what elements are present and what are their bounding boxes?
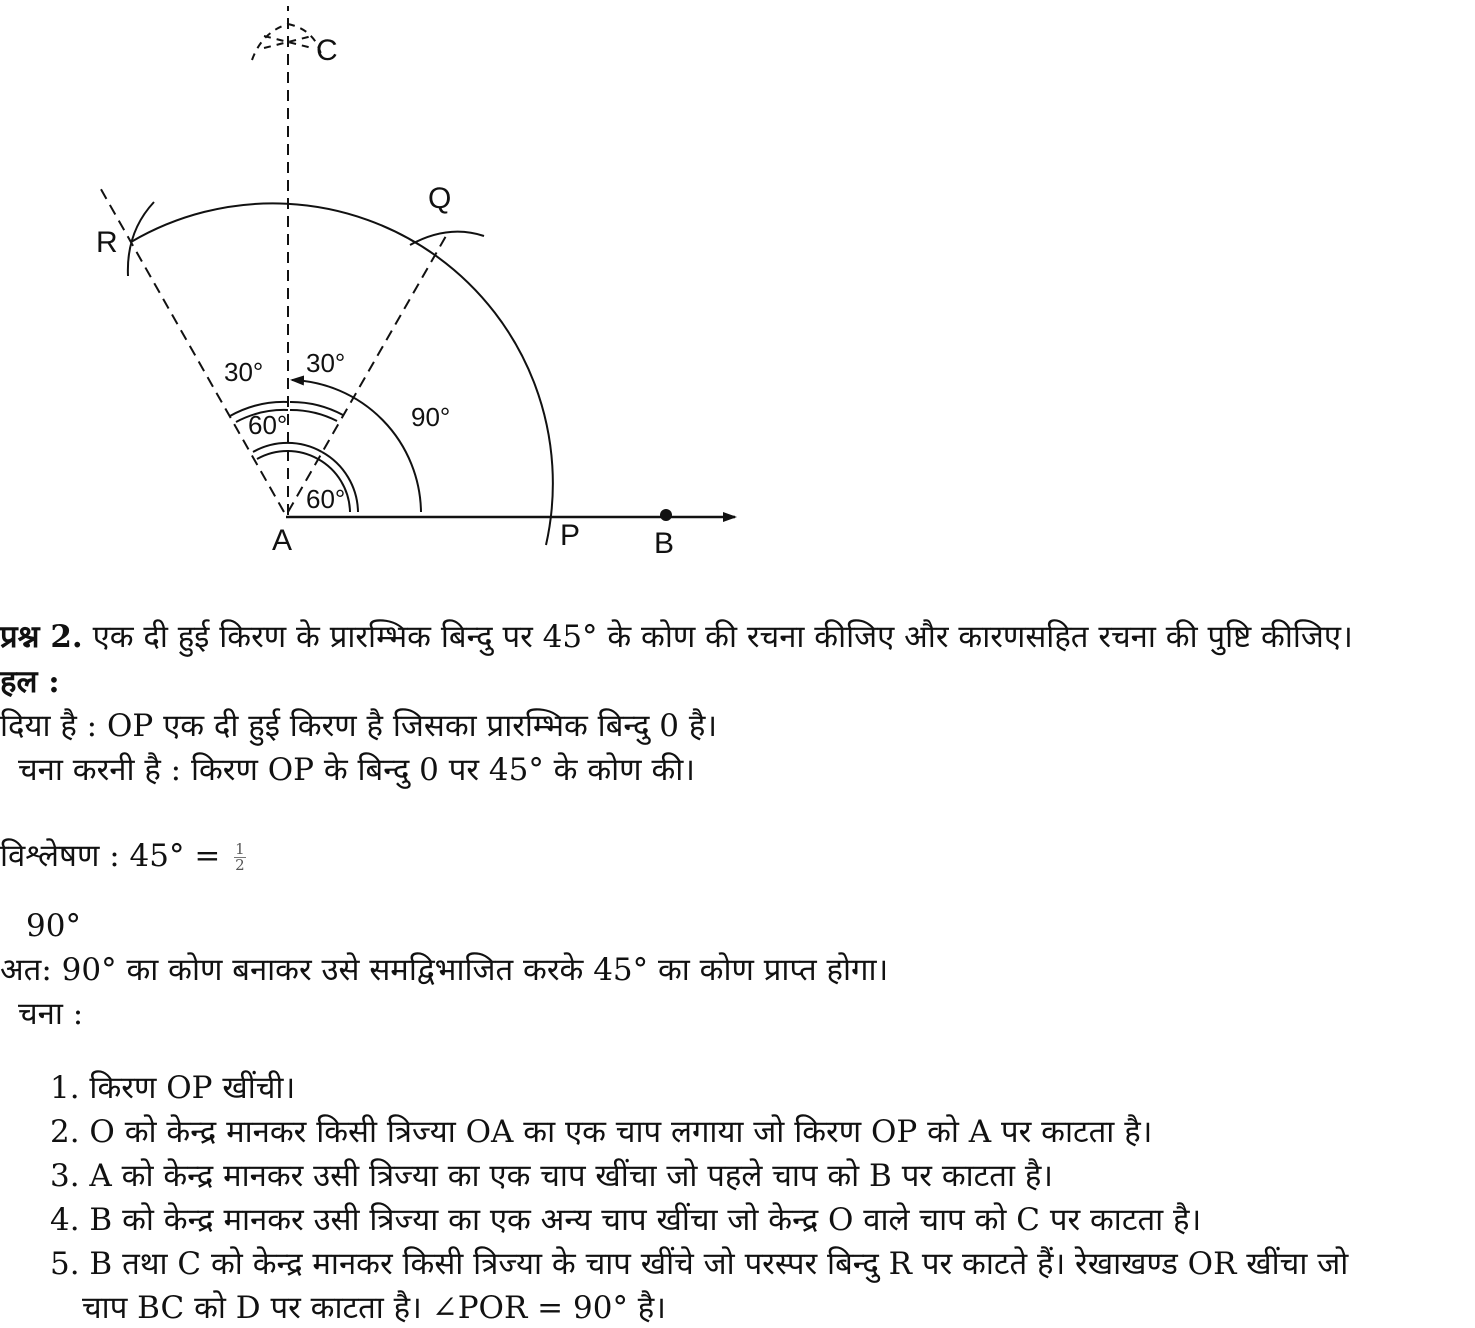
step-1: 1. किरण OP खींची। <box>50 1070 296 1106</box>
label-angle-30-right: 30° <box>306 348 346 378</box>
label-a: A <box>272 524 293 557</box>
step-2: 2. O को केन्द्र मानकर किसी त्रिज्या OA का एक चाप लगाया जो किरण OP को A पर काटता है। <box>50 1114 1153 1150</box>
fraction-denominator: 2 <box>235 856 245 874</box>
step-5: 5. B तथा C को केन्द्र मानकर किसी त्रिज्या के चाप खींचे जो परस्पर बिन्दु R पर काटते हैं। रेखाखण्ड OR खींचा जो <box>50 1246 1349 1282</box>
label-b: B <box>654 527 675 560</box>
to-construct-line: चना करनी है : किरण OP के बिन्दु 0 पर 45° के कोण की। <box>18 752 696 788</box>
analysis-line <box>0 836 246 876</box>
label-angle-60-upper: 60° <box>248 410 288 440</box>
label-r: R <box>96 226 118 259</box>
question-number: प्रश्न 2. <box>0 619 83 655</box>
label-angle-30-left: 30° <box>224 357 264 387</box>
question-line <box>0 617 1353 657</box>
step-5-continued: चाप BC को D पर काटता है। ∠POR = 90° है। <box>82 1290 667 1326</box>
hence-line: अत: 90° का कोण बनाकर उसे समद्विभाजित करके 45° का कोण प्राप्त होगा। <box>0 952 889 988</box>
label-p: P <box>560 519 581 552</box>
solution-heading: हल : <box>0 664 60 700</box>
question-text: एक दी हुई किरण के प्रारम्भिक बिन्दु पर 45° के कोण की रचना कीजिए और कारणसहित रचना की पुष्टि कीजिए। <box>82 619 1353 655</box>
construction-figure <box>0 0 760 575</box>
arc-mark-q <box>410 232 484 245</box>
analysis-label: विश्लेषण : 45° = <box>0 838 231 874</box>
angle-arc-30-right-inner <box>290 410 337 421</box>
arc-mark-c-left <box>252 24 288 60</box>
construction-heading: चना : <box>18 996 84 1032</box>
label-angle-60-lower: 60° <box>306 484 346 514</box>
analysis-fraction <box>234 842 246 873</box>
label-c: C <box>316 34 338 67</box>
point-b-dot <box>660 509 672 521</box>
label-angle-90: 90° <box>411 402 451 432</box>
label-q: Q <box>428 182 452 215</box>
fraction-numerator: 1 <box>235 840 245 858</box>
analysis-continued: 90° <box>26 908 81 944</box>
step-3: 3. A को केन्द्र मानकर उसी त्रिज्या का एक चाप खींचा जो पहले चाप को B पर काटता है। <box>50 1158 1054 1194</box>
given-line: दिया है : OP एक दी हुई किरण है जिसका प्रारम्भिक बिन्दु 0 है। <box>0 708 718 744</box>
ray-ar-dashed <box>98 184 284 512</box>
step-4: 4. B को केन्द्र मानकर उसी त्रिज्या का एक अन्य चाप खींचा जो केन्द्र O वाले चाप को C पर काटता है। <box>50 1202 1202 1238</box>
arc-mark-r <box>128 202 154 276</box>
